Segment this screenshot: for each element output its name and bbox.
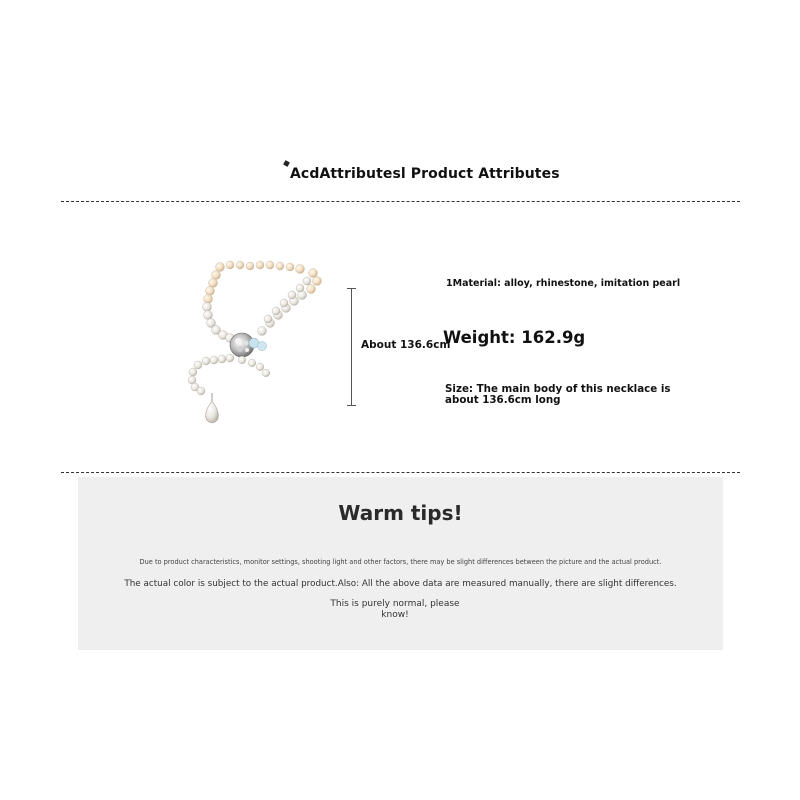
weight-text: Weight: 162.9g (443, 328, 586, 347)
top-divider (61, 201, 740, 202)
warm-tips-panel (78, 477, 723, 650)
dimension-label: About 136.6cm (361, 339, 451, 351)
dimension-line (351, 288, 352, 406)
dimension-cap-bottom (347, 405, 356, 406)
warm-tips-line-1: Due to product characteristics, monitor settings, shooting light and other factors, there may be slight differences between the picture and the actual product. (139, 558, 662, 566)
material-text: 1Material: alloy, rhinestone, imitation pearl (446, 278, 681, 289)
bullet-icon (283, 160, 290, 167)
warm-tips-line-2: The actual color is subject to the actual product.Also: All the above data are measured manually, there are slight differences. (124, 579, 677, 589)
bottom-divider (61, 472, 740, 473)
warm-tips-title: Warm tips! (338, 501, 463, 525)
warm-tips-line-3: This is purely normal, please know! (330, 599, 460, 620)
page-title: AcdAttributesl Product Attributes (290, 166, 560, 182)
pearl-necklace-icon (180, 255, 330, 430)
size-text: Size: The main body of this necklace is about 136.6cm long (445, 383, 671, 406)
dimension-cap-top (347, 288, 356, 289)
